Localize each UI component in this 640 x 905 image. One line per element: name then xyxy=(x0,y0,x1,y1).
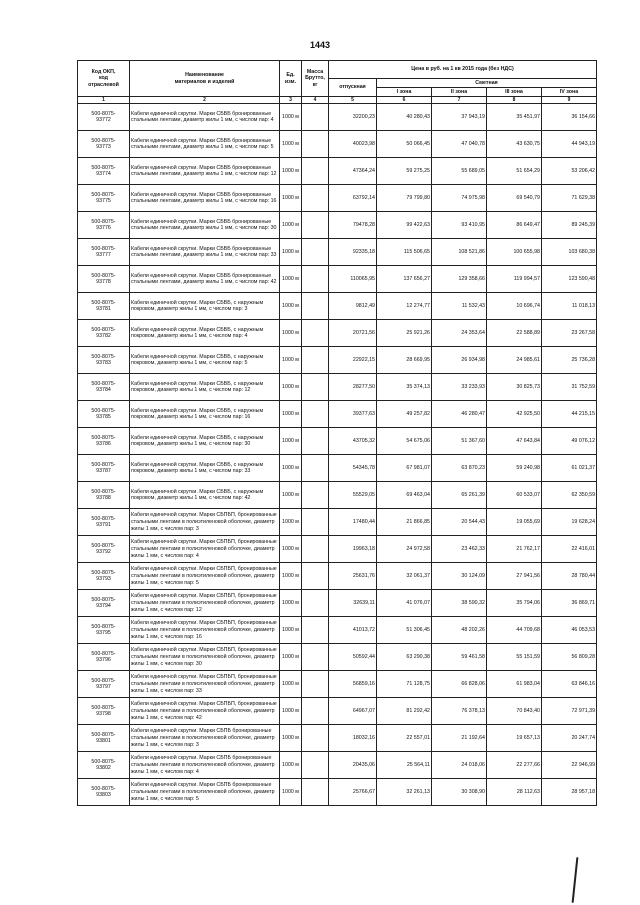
cell-unit: 1000 м xyxy=(280,671,302,698)
cell-release-price: 25766,67 xyxy=(329,779,377,806)
cell-zone3-price: 59 240,98 xyxy=(487,455,542,482)
cell-name: Кабели единичной скрутки. Марки СБВБ бронированные стальными лентами, диаметр жилы 1 мм, с числом пар: 30 xyxy=(130,212,280,239)
cell-zone1-price: 51 306,45 xyxy=(377,617,432,644)
table-row xyxy=(78,185,597,212)
cell-mass xyxy=(302,104,329,131)
cell-mass xyxy=(302,752,329,779)
cell-name: Кабели единичной скрутки. Марки СБВБ, с наружным покровом, диаметр жилы 1 мм, с числом пар: 30 xyxy=(130,428,280,455)
cell-zone3-price: 70 843,40 xyxy=(487,698,542,725)
table-row xyxy=(78,401,597,428)
header-price-title: Цена в руб. на 1 кв 2015 года (без НДС) xyxy=(329,61,597,79)
cell-mass xyxy=(302,347,329,374)
header-estimate: Сметная xyxy=(377,79,597,88)
cell-name: Кабели единичной скрутки. Марки СБВБ бронированные стальными лентами, диаметр жилы 1 мм, с числом пар: 33 xyxy=(130,239,280,266)
cell-zone2-price: 23 462,33 xyxy=(432,536,487,563)
cell-code: 500-8075- 93792 xyxy=(78,536,130,563)
cell-code: 500-8075- 93801 xyxy=(78,725,130,752)
cell-zone1-price: 35 374,13 xyxy=(377,374,432,401)
cell-zone1-price: 54 675,06 xyxy=(377,428,432,455)
cell-zone2-price: 48 202,26 xyxy=(432,617,487,644)
cell-unit: 1000 м xyxy=(280,320,302,347)
cell-zone3-price: 28 112,63 xyxy=(487,779,542,806)
cell-zone4-price: 56 809,28 xyxy=(542,644,597,671)
cell-zone4-price: 71 629,38 xyxy=(542,185,597,212)
cell-mass xyxy=(302,671,329,698)
cell-unit: 1000 м xyxy=(280,428,302,455)
cell-zone4-price: 89 245,39 xyxy=(542,212,597,239)
cell-unit: 1000 м xyxy=(280,347,302,374)
cell-name: Кабели единичной скрутки. Марки СБПБП, бронированные стальными лентами в полиэтиленовой оболочке, диаметр жилы 1 мм, с числом пар: 16 xyxy=(130,617,280,644)
cell-zone1-price: 99 422,63 xyxy=(377,212,432,239)
cell-code: 500-8075- 93794 xyxy=(78,590,130,617)
cell-zone3-price: 69 540,79 xyxy=(487,185,542,212)
cell-zone3-price: 21 762,17 xyxy=(487,536,542,563)
header-zone2: II зона xyxy=(432,88,487,97)
column-number: 2 xyxy=(130,97,280,104)
cell-code: 500-8075- 93802 xyxy=(78,752,130,779)
cell-release-price: 47364,24 xyxy=(329,158,377,185)
cell-zone1-price: 21 866,85 xyxy=(377,509,432,536)
cell-name: Кабели единичной скрутки. Марки СБПБП, бронированные стальными лентами в полиэтиленовой оболочке, диаметр жилы 1 мм, с числом пар: 42 xyxy=(130,698,280,725)
cell-mass xyxy=(302,563,329,590)
cell-mass xyxy=(302,239,329,266)
header-zone1: I зона xyxy=(377,88,432,97)
cell-code: 500-8075- 93778 xyxy=(78,266,130,293)
table-row xyxy=(78,482,597,509)
cell-name: Кабели единичной скрутки. Марки СБПБП, бронированные стальными лентами в полиэтиленовой оболочке, диаметр жилы 1 мм, с числом пар: 5 xyxy=(130,563,280,590)
cell-zone2-price: 46 280,47 xyxy=(432,401,487,428)
cell-zone4-price: 31 752,59 xyxy=(542,374,597,401)
cell-name: Кабели единичной скрутки. Марки СБПБП, бронированные стальными лентами в полиэтиленовой оболочке, диаметр жилы 1 мм, с числом пар: 3 xyxy=(130,509,280,536)
cell-mass xyxy=(302,185,329,212)
cell-zone3-price: 47 643,84 xyxy=(487,428,542,455)
table-row xyxy=(78,320,597,347)
cell-zone1-price: 69 463,04 xyxy=(377,482,432,509)
cell-release-price: 18032,16 xyxy=(329,725,377,752)
cell-code: 500-8075- 93793 xyxy=(78,563,130,590)
cell-release-price: 50592,44 xyxy=(329,644,377,671)
cell-zone2-price: 47 040,78 xyxy=(432,131,487,158)
cell-mass xyxy=(302,590,329,617)
cell-unit: 1000 м xyxy=(280,644,302,671)
cell-code: 500-8075- 93783 xyxy=(78,347,130,374)
cell-zone1-price: 12 274,77 xyxy=(377,293,432,320)
cell-zone4-price: 44 943,19 xyxy=(542,131,597,158)
cell-code: 500-8075- 93777 xyxy=(78,239,130,266)
cell-unit: 1000 м xyxy=(280,131,302,158)
cell-release-price: 39377,63 xyxy=(329,401,377,428)
cell-name: Кабели единичной скрутки. Марки СБВБ, с наружным покровом, диаметр жилы 1 мм, с числом пар: 3 xyxy=(130,293,280,320)
cell-zone2-price: 108 521,86 xyxy=(432,239,487,266)
table-row xyxy=(78,698,597,725)
cell-name: Кабели единичной скрутки. Марки СБВБ, с наружным покровом, диаметр жилы 1 мм, с числом пар: 16 xyxy=(130,401,280,428)
cell-release-price: 32639,11 xyxy=(329,590,377,617)
cell-zone2-price: 76 378,13 xyxy=(432,698,487,725)
cell-zone3-price: 19 657,13 xyxy=(487,725,542,752)
cell-zone4-price: 25 736,28 xyxy=(542,347,597,374)
cell-release-price: 20721,56 xyxy=(329,320,377,347)
column-number: 5 xyxy=(329,97,377,104)
cell-mass xyxy=(302,482,329,509)
cell-code: 500-8075- 93773 xyxy=(78,131,130,158)
header-mass: Масса Брутто, кг xyxy=(302,61,329,97)
cell-code: 500-8075- 93775 xyxy=(78,185,130,212)
cell-zone3-price: 19 055,69 xyxy=(487,509,542,536)
cell-zone4-price: 36 154,66 xyxy=(542,104,597,131)
cell-release-price: 20435,06 xyxy=(329,752,377,779)
cell-zone2-price: 11 532,43 xyxy=(432,293,487,320)
cell-zone3-price: 24 985,61 xyxy=(487,347,542,374)
cell-unit: 1000 м xyxy=(280,482,302,509)
column-number: 6 xyxy=(377,97,432,104)
cell-mass xyxy=(302,293,329,320)
cell-zone2-price: 33 233,93 xyxy=(432,374,487,401)
cell-release-price: 63792,14 xyxy=(329,185,377,212)
cell-zone1-price: 25 921,26 xyxy=(377,320,432,347)
cell-unit: 1000 м xyxy=(280,590,302,617)
cell-unit: 1000 м xyxy=(280,374,302,401)
header-release: отпускная xyxy=(329,79,377,97)
cell-release-price: 43705,32 xyxy=(329,428,377,455)
cell-name: Кабели единичной скрутки. Марки СБВБ, с наружным покровом, диаметр жилы 1 мм, с числом пар: 33 xyxy=(130,455,280,482)
cell-code: 500-8075- 93781 xyxy=(78,293,130,320)
cell-zone1-price: 67 981,07 xyxy=(377,455,432,482)
cell-zone2-price: 65 261,39 xyxy=(432,482,487,509)
cell-zone2-price: 24 353,64 xyxy=(432,320,487,347)
cell-mass xyxy=(302,158,329,185)
cell-zone4-price: 11 018,13 xyxy=(542,293,597,320)
cell-name: Кабели единичной скрутки. Марки СБПБП, бронированные стальными лентами в полиэтиленовой оболочке, диаметр жилы 1 мм, с числом пар: 4 xyxy=(130,536,280,563)
cell-code: 500-8075- 93795 xyxy=(78,617,130,644)
column-number-row xyxy=(78,97,597,104)
cell-zone4-price: 28 957,18 xyxy=(542,779,597,806)
cell-zone3-price: 22 588,89 xyxy=(487,320,542,347)
table-row xyxy=(78,563,597,590)
cell-mass xyxy=(302,644,329,671)
cell-mass xyxy=(302,725,329,752)
cell-unit: 1000 м xyxy=(280,185,302,212)
cell-name: Кабели единичной скрутки. Марки СБПБП, бронированные стальными лентами в полиэтиленовой оболочке, диаметр жилы 1 мм, с числом пар: 30 xyxy=(130,644,280,671)
cell-zone3-price: 61 983,04 xyxy=(487,671,542,698)
cell-zone3-price: 10 696,74 xyxy=(487,293,542,320)
cell-zone4-price: 49 076,12 xyxy=(542,428,597,455)
cell-zone1-price: 115 506,65 xyxy=(377,239,432,266)
cell-unit: 1000 м xyxy=(280,455,302,482)
cell-zone1-price: 71 128,75 xyxy=(377,671,432,698)
cell-zone3-price: 86 649,47 xyxy=(487,212,542,239)
cell-zone4-price: 22 416,01 xyxy=(542,536,597,563)
cell-zone4-price: 53 206,42 xyxy=(542,158,597,185)
table-row xyxy=(78,428,597,455)
column-number: 9 xyxy=(542,97,597,104)
pen-mark xyxy=(572,857,579,903)
header-unit: Ед. изм. xyxy=(280,61,302,97)
cell-mass xyxy=(302,698,329,725)
cell-zone1-price: 137 656,27 xyxy=(377,266,432,293)
column-number: 7 xyxy=(432,97,487,104)
cell-zone4-price: 72 971,39 xyxy=(542,698,597,725)
cell-zone3-price: 100 655,98 xyxy=(487,239,542,266)
cell-code: 500-8075- 93797 xyxy=(78,671,130,698)
cell-zone4-price: 20 247,74 xyxy=(542,725,597,752)
cell-zone4-price: 23 267,58 xyxy=(542,320,597,347)
cell-zone4-price: 44 215,15 xyxy=(542,401,597,428)
cell-zone2-price: 74 975,98 xyxy=(432,185,487,212)
cell-unit: 1000 м xyxy=(280,779,302,806)
cell-zone2-price: 93 410,95 xyxy=(432,212,487,239)
table-row xyxy=(78,131,597,158)
cell-zone2-price: 66 828,06 xyxy=(432,671,487,698)
cell-zone2-price: 51 367,60 xyxy=(432,428,487,455)
table-row xyxy=(78,752,597,779)
cell-code: 500-8075- 93796 xyxy=(78,644,130,671)
table-row xyxy=(78,347,597,374)
cell-zone4-price: 28 780,44 xyxy=(542,563,597,590)
cell-zone4-price: 61 021,37 xyxy=(542,455,597,482)
cell-mass xyxy=(302,131,329,158)
cell-zone4-price: 19 628,24 xyxy=(542,509,597,536)
cell-zone4-price: 103 680,38 xyxy=(542,239,597,266)
cell-mass xyxy=(302,509,329,536)
cell-name: Кабели единичной скрутки. Марки СБВБ, с наружным покровом, диаметр жилы 1 мм, с числом пар: 42 xyxy=(130,482,280,509)
cell-release-price: 17480,44 xyxy=(329,509,377,536)
cell-release-price: 25631,76 xyxy=(329,563,377,590)
table-row xyxy=(78,266,597,293)
cell-zone4-price: 63 846,16 xyxy=(542,671,597,698)
cell-unit: 1000 м xyxy=(280,509,302,536)
cell-zone1-price: 32 261,13 xyxy=(377,779,432,806)
table-body xyxy=(78,104,597,806)
cell-unit: 1000 м xyxy=(280,266,302,293)
cell-release-price: 79478,28 xyxy=(329,212,377,239)
cell-unit: 1000 м xyxy=(280,239,302,266)
cell-zone3-price: 119 994,57 xyxy=(487,266,542,293)
cell-zone1-price: 40 280,43 xyxy=(377,104,432,131)
cell-code: 500-8075- 93785 xyxy=(78,401,130,428)
cell-zone2-price: 59 461,58 xyxy=(432,644,487,671)
cell-release-price: 19963,18 xyxy=(329,536,377,563)
cell-zone2-price: 38 590,32 xyxy=(432,590,487,617)
table-row xyxy=(78,104,597,131)
cell-mass xyxy=(302,401,329,428)
cell-zone3-price: 42 925,50 xyxy=(487,401,542,428)
cell-zone2-price: 63 870,23 xyxy=(432,455,487,482)
header-code: Код ОКП, код отраслевой xyxy=(78,61,130,97)
cell-unit: 1000 м xyxy=(280,104,302,131)
cell-release-price: 28277,50 xyxy=(329,374,377,401)
cell-zone1-price: 50 066,45 xyxy=(377,131,432,158)
table-row xyxy=(78,725,597,752)
cell-release-price: 41013,72 xyxy=(329,617,377,644)
table-row xyxy=(78,779,597,806)
table-row xyxy=(78,644,597,671)
cell-name: Кабели единичной скрутки. Марки СБВБ бронированные стальными лентами, диаметр жилы 1 мм, с числом пар: 5 xyxy=(130,131,280,158)
cell-mass xyxy=(302,212,329,239)
table-row xyxy=(78,374,597,401)
cell-zone2-price: 129 358,66 xyxy=(432,266,487,293)
cell-zone3-price: 22 277,66 xyxy=(487,752,542,779)
cell-zone4-price: 62 350,59 xyxy=(542,482,597,509)
cell-zone2-price: 55 689,05 xyxy=(432,158,487,185)
cell-unit: 1000 м xyxy=(280,293,302,320)
cell-zone4-price: 22 946,99 xyxy=(542,752,597,779)
cell-zone1-price: 81 292,42 xyxy=(377,698,432,725)
cell-release-price: 56859,16 xyxy=(329,671,377,698)
cell-zone4-price: 46 053,53 xyxy=(542,617,597,644)
cell-code: 500-8075- 93787 xyxy=(78,455,130,482)
cell-zone3-price: 35 451,97 xyxy=(487,104,542,131)
cell-zone3-price: 51 654,29 xyxy=(487,158,542,185)
cell-zone3-price: 43 630,75 xyxy=(487,131,542,158)
cell-zone1-price: 22 557,01 xyxy=(377,725,432,752)
cell-name: Кабели единичной скрутки. Марки СБВБ бронированные стальными лентами, диаметр жилы 1 мм, с числом пар: 42 xyxy=(130,266,280,293)
price-table xyxy=(77,60,597,806)
cell-unit: 1000 м xyxy=(280,698,302,725)
page-number: 1443 xyxy=(309,40,331,50)
cell-code: 500-8075- 93803 xyxy=(78,779,130,806)
cell-unit: 1000 м xyxy=(280,617,302,644)
cell-unit: 1000 м xyxy=(280,725,302,752)
cell-release-price: 92335,18 xyxy=(329,239,377,266)
table-row xyxy=(78,239,597,266)
cell-release-price: 22922,15 xyxy=(329,347,377,374)
cell-code: 500-8075- 93772 xyxy=(78,104,130,131)
cell-zone3-price: 44 709,68 xyxy=(487,617,542,644)
cell-code: 500-8075- 93782 xyxy=(78,320,130,347)
cell-name: Кабели единичной скрутки. Марки СБВБ, с наружным покровом, диаметр жилы 1 мм, с числом пар: 5 xyxy=(130,347,280,374)
cell-release-price: 110065,95 xyxy=(329,266,377,293)
cell-zone3-price: 30 825,73 xyxy=(487,374,542,401)
table-row xyxy=(78,212,597,239)
cell-mass xyxy=(302,779,329,806)
cell-zone4-price: 123 590,48 xyxy=(542,266,597,293)
cell-mass xyxy=(302,617,329,644)
cell-unit: 1000 м xyxy=(280,401,302,428)
cell-code: 500-8075- 93791 xyxy=(78,509,130,536)
cell-release-price: 9812,49 xyxy=(329,293,377,320)
cell-name: Кабели единичной скрутки. Марки СБВБ, с наружным покровом, диаметр жилы 1 мм, с числом пар: 12 xyxy=(130,374,280,401)
table-header xyxy=(78,61,597,104)
cell-mass xyxy=(302,455,329,482)
cell-release-price: 40023,98 xyxy=(329,131,377,158)
cell-zone1-price: 79 799,80 xyxy=(377,185,432,212)
cell-zone3-price: 27 941,56 xyxy=(487,563,542,590)
cell-name: Кабели единичной скрутки. Марки СБВБ бронированные стальными лентами, диаметр жилы 1 мм, с числом пар: 16 xyxy=(130,185,280,212)
cell-code: 500-8075- 93798 xyxy=(78,698,130,725)
cell-zone2-price: 26 934,98 xyxy=(432,347,487,374)
table-row xyxy=(78,158,597,185)
cell-zone1-price: 32 061,37 xyxy=(377,563,432,590)
cell-mass xyxy=(302,428,329,455)
cell-code: 500-8075- 93774 xyxy=(78,158,130,185)
cell-zone1-price: 63 290,38 xyxy=(377,644,432,671)
cell-code: 500-8075- 93784 xyxy=(78,374,130,401)
cell-name: Кабели единичной скрутки. Марки СБПБ бронированные стальными лентами в полиэтиленовой оболочке, диаметр жилы 1 мм, с числом пар: 3 xyxy=(130,725,280,752)
cell-zone1-price: 49 257,82 xyxy=(377,401,432,428)
cell-release-price: 55529,05 xyxy=(329,482,377,509)
cell-zone3-price: 60 533,07 xyxy=(487,482,542,509)
column-number: 8 xyxy=(487,97,542,104)
cell-mass xyxy=(302,266,329,293)
cell-release-price: 64967,07 xyxy=(329,698,377,725)
cell-code: 500-8075- 93776 xyxy=(78,212,130,239)
cell-zone1-price: 41 076,07 xyxy=(377,590,432,617)
cell-zone3-price: 35 794,06 xyxy=(487,590,542,617)
cell-code: 500-8075- 93786 xyxy=(78,428,130,455)
table-row xyxy=(78,293,597,320)
cell-name: Кабели единичной скрутки. Марки СБПБП, бронированные стальными лентами в полиэтиленовой оболочке, диаметр жилы 1 мм, с числом пар: 33 xyxy=(130,671,280,698)
table-row xyxy=(78,590,597,617)
cell-unit: 1000 м xyxy=(280,752,302,779)
cell-zone2-price: 30 124,09 xyxy=(432,563,487,590)
cell-unit: 1000 м xyxy=(280,563,302,590)
cell-mass xyxy=(302,320,329,347)
cell-unit: 1000 м xyxy=(280,158,302,185)
table-row xyxy=(78,509,597,536)
cell-name: Кабели единичной скрутки. Марки СБПБП, бронированные стальными лентами в полиэтиленовой оболочке, диаметр жилы 1 мм, с числом пар: 12 xyxy=(130,590,280,617)
column-number: 3 xyxy=(280,97,302,104)
cell-name: Кабели единичной скрутки. Марки СБПБ бронированные стальными лентами в полиэтиленовой оболочке, диаметр жилы 1 мм, с числом пар: 5 xyxy=(130,779,280,806)
cell-zone2-price: 24 018,06 xyxy=(432,752,487,779)
cell-zone1-price: 28 669,95 xyxy=(377,347,432,374)
cell-zone4-price: 36 869,71 xyxy=(542,590,597,617)
table-row xyxy=(78,671,597,698)
cell-zone2-price: 37 943,19 xyxy=(432,104,487,131)
cell-name: Кабели единичной скрутки. Марки СБПБ бронированные стальными лентами в полиэтиленовой оболочке, диаметр жилы 1 мм, с числом пар: 4 xyxy=(130,752,280,779)
cell-zone1-price: 59 275,25 xyxy=(377,158,432,185)
cell-unit: 1000 м xyxy=(280,536,302,563)
cell-release-price: 54345,78 xyxy=(329,455,377,482)
column-number: 1 xyxy=(78,97,130,104)
cell-name: Кабели единичной скрутки. Марки СБВБ, с наружным покровом, диаметр жилы 1 мм, с числом пар: 4 xyxy=(130,320,280,347)
table-row xyxy=(78,455,597,482)
header-zone3: III зона xyxy=(487,88,542,97)
cell-mass xyxy=(302,374,329,401)
cell-zone2-price: 20 544,43 xyxy=(432,509,487,536)
cell-name: Кабели единичной скрутки. Марки СБВБ бронированные стальными лентами, диаметр жилы 1 мм, с числом пар: 12 xyxy=(130,158,280,185)
column-number: 4 xyxy=(302,97,329,104)
table-row xyxy=(78,536,597,563)
cell-release-price: 32200,23 xyxy=(329,104,377,131)
cell-zone1-price: 25 564,11 xyxy=(377,752,432,779)
cell-code: 500-8075- 93788 xyxy=(78,482,130,509)
header-zone4: IV зона xyxy=(542,88,597,97)
header-name: Наименование материалов и изделий xyxy=(130,61,280,97)
table-row xyxy=(78,617,597,644)
cell-mass xyxy=(302,536,329,563)
cell-unit: 1000 м xyxy=(280,212,302,239)
cell-zone2-price: 30 308,90 xyxy=(432,779,487,806)
cell-name: Кабели единичной скрутки. Марки СБВБ бронированные стальными лентами, диаметр жилы 1 мм, с числом пар: 4 xyxy=(130,104,280,131)
cell-zone3-price: 55 151,59 xyxy=(487,644,542,671)
cell-zone2-price: 21 192,64 xyxy=(432,725,487,752)
cell-zone1-price: 24 972,58 xyxy=(377,536,432,563)
